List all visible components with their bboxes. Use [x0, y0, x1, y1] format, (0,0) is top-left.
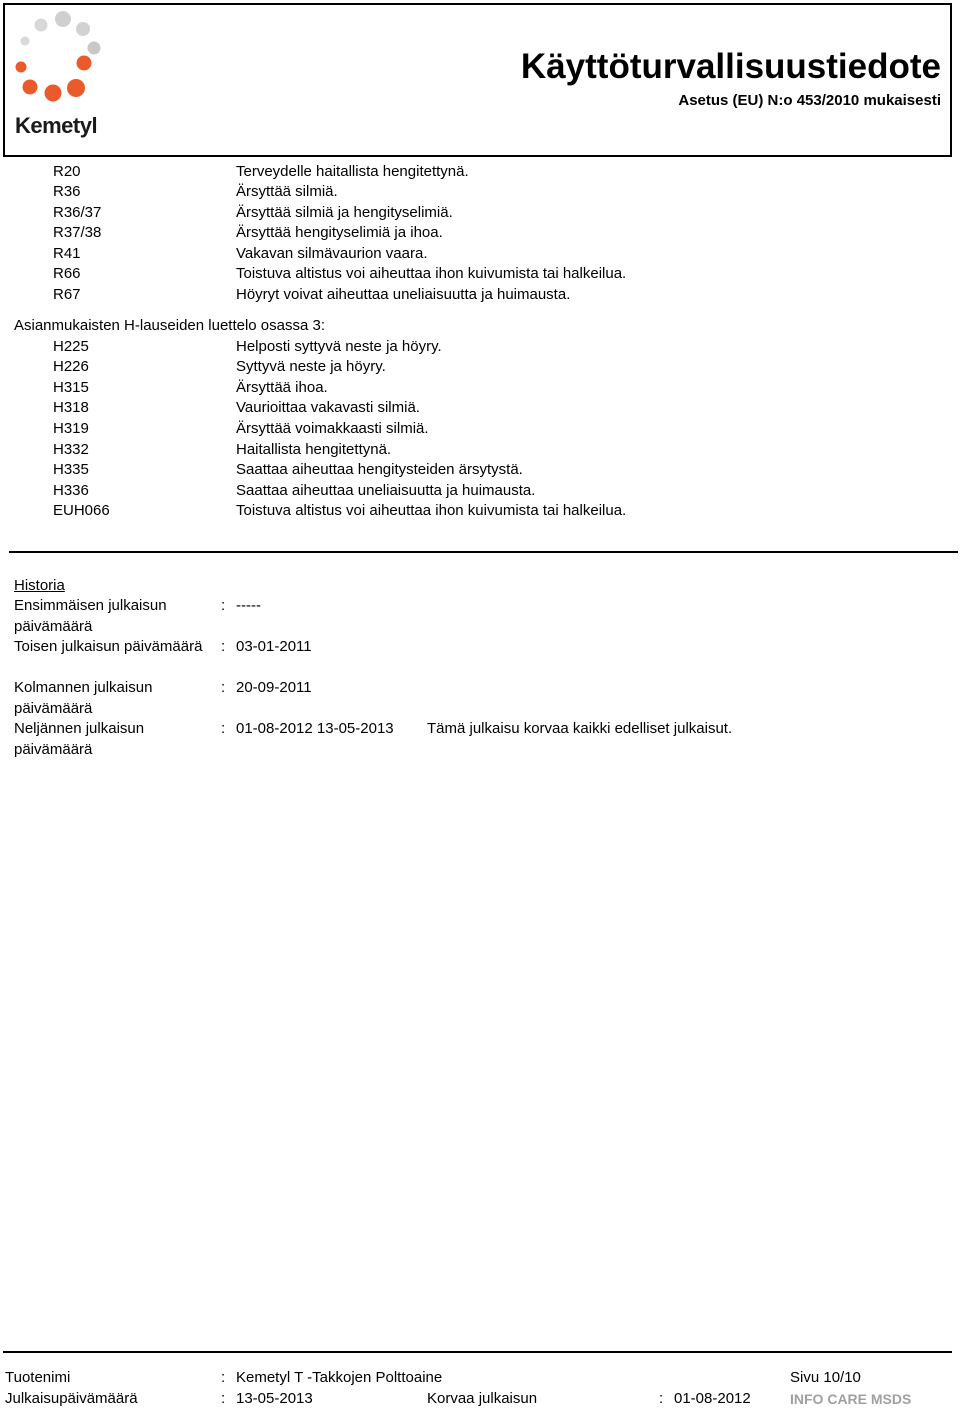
h-phrase-row [0, 337, 960, 357]
footer-colon: : [221, 1369, 226, 1386]
phrase-code: R20 [53, 163, 81, 180]
phrase-code: R67 [53, 286, 81, 303]
r-phrase-row [0, 162, 960, 182]
phrase-text: Ärsyttää silmiä ja hengityselimiä. [236, 204, 453, 221]
h-phrase-row [0, 419, 960, 439]
history-colon: : [221, 638, 226, 655]
footer-brand: INFO CARE MSDS [790, 1391, 912, 1407]
footer-date-value: 13-05-2013 [236, 1390, 313, 1407]
h-phrase-row [0, 378, 960, 398]
r-phrase-row [0, 244, 960, 264]
footer-colon: : [221, 1390, 226, 1407]
phrase-code: R66 [53, 265, 81, 282]
document-subtitle: Asetus (EU) N:o 453/2010 mukaisesti [678, 92, 941, 109]
phrase-code: EUH066 [53, 502, 110, 519]
footer-product-value: Kemetyl T -Takkojen Polttoaine [236, 1369, 443, 1386]
section-divider [9, 551, 958, 553]
history-value: 01-08-2012 13-05-2013 [236, 720, 394, 737]
history-title: Historia [14, 577, 65, 594]
history-label: Kolmannen julkaisun päivämäärä [14, 679, 153, 717]
footer-replaces-value: 01-08-2012 [674, 1390, 751, 1407]
r-phrase-row [0, 285, 960, 305]
phrase-code: R37/38 [53, 224, 102, 241]
phrase-text: Toistuva altistus voi aiheuttaa ihon kuivumista tai halkeilua. [236, 502, 627, 519]
phrase-code: H336 [53, 482, 89, 499]
phrase-text: Terveydelle haitallista hengitettynä. [236, 163, 469, 180]
r-phrase-row [0, 223, 960, 243]
history-label: Ensimmäisen julkaisun päivämäärä [14, 597, 167, 635]
footer-replaces-label: Korvaa julkaisun [427, 1390, 538, 1407]
phrase-text: Saattaa aiheuttaa uneliaisuutta ja huimausta. [236, 482, 536, 499]
phrase-code: R41 [53, 245, 81, 262]
history-note: Tämä julkaisu korvaa kaikki edelliset julkaisut. [427, 720, 733, 737]
r-phrase-row [0, 203, 960, 223]
phrase-code: H335 [53, 461, 89, 478]
phrase-text: Saattaa aiheuttaa hengitysteiden ärsytystä. [236, 461, 523, 478]
history-value: ----- [236, 597, 261, 614]
phrase-text: Ärsyttää silmiä. [236, 183, 338, 200]
h-phrase-row [0, 398, 960, 418]
history-label: Toisen julkaisun päivämäärä [14, 638, 203, 655]
footer-product-label: Tuotenimi [5, 1369, 71, 1386]
phrase-code: H226 [53, 358, 89, 375]
phrase-text: Höyryt voivat aiheuttaa uneliaisuutta ja huimausta. [236, 286, 571, 303]
phrase-text: Helposti syttyvä neste ja höyry. [236, 338, 442, 355]
logo-text: Kemetyl [15, 113, 98, 138]
h-phrase-row [0, 460, 960, 480]
history-label: Neljännen julkaisun päivämäärä [14, 720, 145, 758]
phrase-code: H332 [53, 441, 89, 458]
history-value: 03-01-2011 [236, 638, 312, 655]
document-title: Käyttöturvallisuustiedote [520, 47, 941, 86]
footer-page-number: Sivu 10/10 [790, 1369, 861, 1386]
phrase-text: Ärsyttää hengityselimiä ja ihoa. [236, 224, 443, 241]
r-phrase-row [0, 264, 960, 284]
footer-date-label: Julkaisupäivämäärä [5, 1390, 138, 1407]
phrase-code: R36 [53, 183, 81, 200]
footer-colon: : [659, 1390, 664, 1407]
footer-divider [3, 1351, 952, 1353]
phrase-code: H225 [53, 338, 89, 355]
h-phrase-row [0, 481, 960, 501]
h-phrase-row [0, 357, 960, 377]
phrase-text: Vaurioittaa vakavasti silmiä. [236, 399, 420, 416]
phrase-code: H315 [53, 379, 89, 396]
history-colon: : [221, 597, 226, 614]
h-phrase-row [0, 440, 960, 460]
h-phrases-heading: Asianmukaisten H-lauseiden luettelo osassa 3: [14, 317, 326, 334]
history-colon: : [221, 720, 226, 737]
phrase-text: Vakavan silmävaurion vaara. [236, 245, 428, 262]
phrase-text: Syttyvä neste ja höyry. [236, 358, 386, 375]
phrase-code: H319 [53, 420, 89, 437]
r-phrase-row [0, 182, 960, 202]
phrase-text: Haitallista hengitettynä. [236, 441, 392, 458]
h-phrase-row [0, 501, 960, 521]
phrase-code: H318 [53, 399, 89, 416]
document-header [3, 3, 952, 157]
history-value: 20-09-2011 [236, 679, 312, 696]
history-colon: : [221, 679, 226, 696]
phrase-text: Ärsyttää voimakkaasti silmiä. [236, 420, 429, 437]
phrase-text: Toistuva altistus voi aiheuttaa ihon kuivumista tai halkeilua. [236, 265, 627, 282]
phrase-text: Ärsyttää ihoa. [236, 379, 328, 396]
phrase-code: R36/37 [53, 204, 102, 221]
